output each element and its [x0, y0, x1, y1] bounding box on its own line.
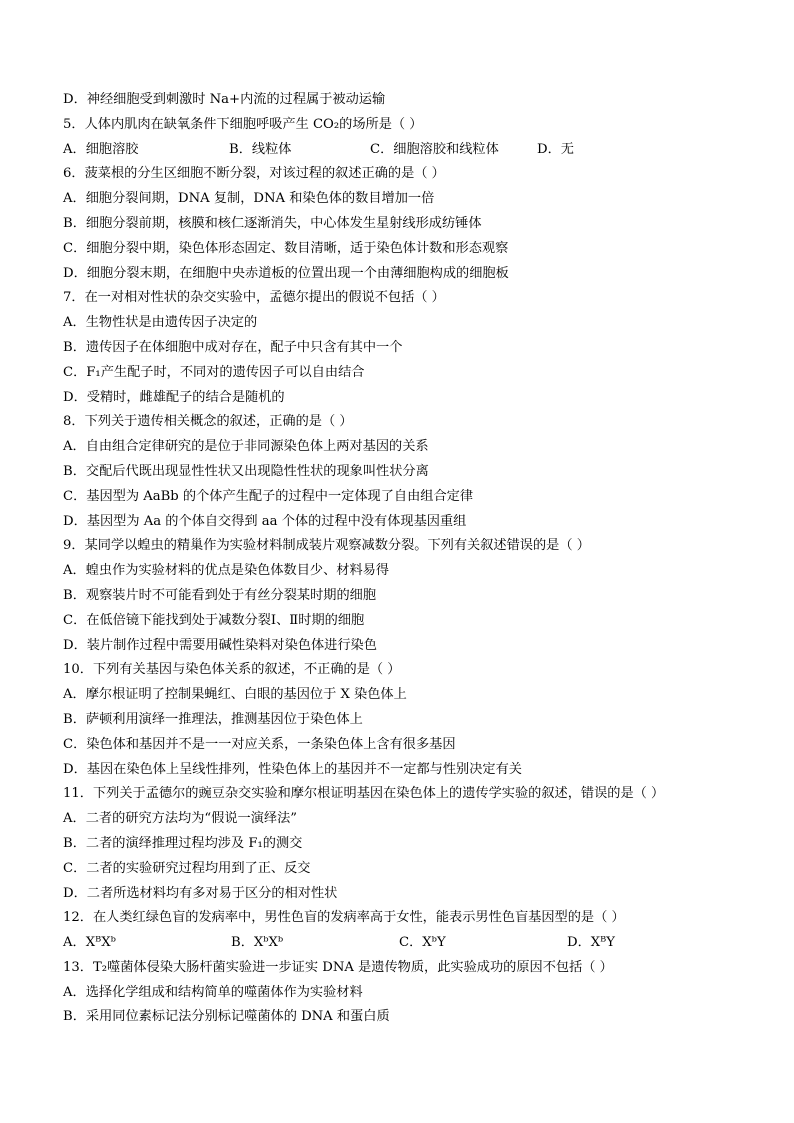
question-12: 12．在人类红绿色盲的发病率中，男性色盲的发病率高于女性，能表示男性色盲基因型的是（ ）	[63, 910, 625, 926]
question-content	[63, 88, 743, 1030]
option-line: D．受精时，雌雄配子的结合是随机的	[63, 389, 285, 405]
option-line: D．装片制作过程中需要用碱性染料对染色体进行染色	[63, 637, 377, 653]
question-8: 8．下列关于遗传相关概念的叙述，正确的是（ ）	[63, 414, 353, 430]
question-5: 5．人体内肌肉在缺氧条件下细胞呼吸产生 CO₂的场所是（ ）	[63, 116, 423, 132]
option-c: C．细胞溶胶和线粒体	[370, 141, 499, 157]
option-line: C．细胞分裂中期，染色体形态固定、数目清晰，适于染色体计数和形态观察	[63, 240, 509, 256]
option-line: B．观察装片时不可能看到处于有丝分裂某时期的细胞	[63, 587, 377, 603]
option-line: D．细胞分裂末期，在细胞中央赤道板的位置出现一个由薄细胞构成的细胞板	[63, 265, 509, 281]
option-line: A．生物性状是由遗传因子决定的	[63, 315, 258, 331]
option-line: C．染色体和基因并不是一一对应关系，一条染色体上含有很多基因	[63, 736, 456, 752]
option-d: D．无	[537, 141, 574, 157]
option-line: C．在低倍镜下能找到处于减数分裂Ⅰ、Ⅱ时期的细胞	[63, 612, 365, 628]
option-line: C．F₁产生配子时，不同对的遗传因子可以自由结合	[63, 364, 365, 380]
option-a: A．细胞溶胶	[63, 141, 139, 157]
option-a: A．XᴮXᵇ	[63, 935, 116, 951]
option-line: B．采用同位素标记法分别标记噬菌体的 DNA 和蛋白质	[63, 1009, 390, 1025]
question-10: 10．下列有关基因与染色体关系的叙述，不正确的是（ ）	[63, 662, 401, 678]
option-line: A．细胞分裂间期，DNA 复制，DNA 和染色体的数目增加一倍	[63, 191, 435, 207]
option-line: B．萨顿利用演绎一推理法，推测基因位于染色体上	[63, 711, 363, 727]
option-b: B．线粒体	[229, 141, 292, 157]
question-6: 6．菠菜根的分生区细胞不断分裂，对该过程的叙述正确的是（ ）	[63, 166, 445, 182]
option-line: C．基因型为 AaBb 的个体产生配子的过程中一定体现了自由组合定律	[63, 488, 474, 504]
option-line: B．交配后代既出现显性性状又出现隐性性状的现象叫性状分离	[63, 463, 429, 479]
options-row-q12	[63, 931, 743, 956]
option-line: A．蝗虫作为实验材料的优点是染色体数目少、材料易得	[63, 563, 390, 579]
question-9: 9．某同学以蝗虫的精巢作为实验材料制成装片观察减数分裂。下列有关叙述错误的是（ ）	[63, 538, 590, 554]
option-c: C．XᵇY	[399, 935, 446, 951]
option-line: B．遗传因子在体细胞中成对存在，配子中只含有其中一个	[63, 339, 403, 355]
question-13: 13．T₂噬菌体侵染大肠杆菌实验进一步证实 DNA 是遗传物质，此实验成功的原因不包括（ ）	[63, 959, 613, 975]
question-7: 7．在一对相对性状的杂交实验中，孟德尔提出的假说不包括（ ）	[63, 290, 445, 306]
option-line: D．基因型为 Aa 的个体自交得到 aa 个体的过程中没有体现基因重组	[63, 513, 467, 529]
option-line: A．选择化学组成和结构简单的噬菌体作为实验材料	[63, 984, 363, 1000]
option-line: D．神经细胞受到刺激时 Na+内流的过程属于被动运输	[63, 92, 386, 107]
option-b: B．XᵇXᵇ	[231, 935, 284, 951]
option-d: D．XᴮY	[567, 935, 615, 951]
option-line: A．摩尔根证明了控制果蝇红、白眼的基因位于 X 染色体上	[63, 687, 407, 703]
option-line: C．二者的实验研究过程均用到了正、反交	[63, 860, 311, 876]
options-row-q5	[63, 138, 743, 163]
option-line: A．二者的研究方法均为“假说一演绎法”	[63, 811, 298, 827]
option-line: B．二者的演绎推理过程均涉及 F₁的测交	[63, 835, 303, 851]
question-11: 11．下列关于孟德尔的豌豆杂交实验和摩尔根证明基因在染色体上的遗传学实验的叙述，错误的是（ ）	[63, 786, 665, 802]
option-line: D．二者所选材料均有多对易于区分的相对性状	[63, 885, 338, 901]
option-line: D．基因在染色体上呈线性排列，性染色体上的基因并不一定都与性别决定有关	[63, 761, 522, 777]
option-line: B．细胞分裂前期，核膜和核仁逐渐消失，中心体发生星射线形成纺锤体	[63, 215, 482, 231]
option-line: A．自由组合定律研究的是位于非同源染色体上两对基因的关系	[63, 439, 429, 455]
